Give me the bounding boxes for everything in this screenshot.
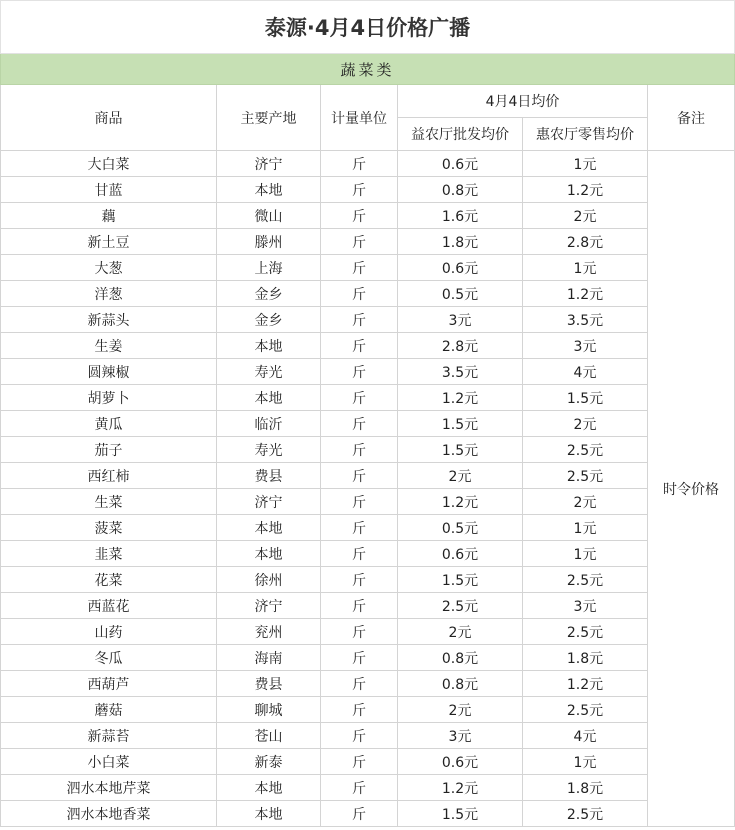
header-unit[interactable]: 计量单位	[321, 85, 398, 151]
table-row	[1, 359, 735, 385]
origin-cell[interactable]: 微山	[217, 203, 321, 229]
unit-cell[interactable]: 斤	[321, 177, 398, 203]
product-cell[interactable]: 泗水本地芹菜	[1, 775, 217, 801]
product-cell[interactable]: 小白菜	[1, 749, 217, 775]
product-cell[interactable]: 胡萝卜	[1, 385, 217, 411]
unit-cell[interactable]: 斤	[321, 697, 398, 723]
product-cell[interactable]: 菠菜	[1, 515, 217, 541]
product-cell[interactable]: 韭菜	[1, 541, 217, 567]
origin-cell[interactable]: 本地	[217, 801, 321, 827]
table-row	[1, 619, 735, 645]
product-cell[interactable]: 圆辣椒	[1, 359, 217, 385]
unit-cell[interactable]: 斤	[321, 333, 398, 359]
retail-price-cell[interactable]: 2元	[523, 489, 648, 515]
retail-price-cell[interactable]: 1元	[523, 749, 648, 775]
table-row	[1, 385, 735, 411]
table-row	[1, 723, 735, 749]
retail-price-cell[interactable]: 3元	[523, 333, 648, 359]
table-row	[1, 281, 735, 307]
product-cell[interactable]: 花菜	[1, 567, 217, 593]
retail-price-cell[interactable]: 2.5元	[523, 697, 648, 723]
origin-cell[interactable]: 本地	[217, 177, 321, 203]
origin-cell[interactable]: 寿光	[217, 437, 321, 463]
product-cell[interactable]: 大葱	[1, 255, 217, 281]
unit-cell[interactable]: 斤	[321, 541, 398, 567]
unit-cell[interactable]: 斤	[321, 593, 398, 619]
product-cell[interactable]: 西红柿	[1, 463, 217, 489]
unit-cell[interactable]: 斤	[321, 619, 398, 645]
wholesale-price-cell[interactable]: 2元	[398, 697, 523, 723]
retail-price-cell[interactable]: 1.2元	[523, 281, 648, 307]
header-retail[interactable]: 惠农厅零售均价	[523, 118, 648, 151]
product-cell[interactable]: 西蓝花	[1, 593, 217, 619]
product-cell[interactable]: 洋葱	[1, 281, 217, 307]
retail-price-cell[interactable]: 2.5元	[523, 437, 648, 463]
table-row	[1, 541, 735, 567]
retail-price-cell[interactable]: 4元	[523, 723, 648, 749]
retail-price-cell[interactable]: 2.5元	[523, 801, 648, 827]
unit-cell[interactable]: 斤	[321, 515, 398, 541]
retail-price-cell[interactable]: 1.8元	[523, 775, 648, 801]
origin-cell[interactable]: 寿光	[217, 359, 321, 385]
origin-cell[interactable]: 新泰	[217, 749, 321, 775]
table-row	[1, 775, 735, 801]
category-label: 蔬菜类	[1, 54, 735, 85]
table-row	[1, 177, 735, 203]
table-row	[1, 567, 735, 593]
category-row	[1, 54, 735, 85]
unit-cell[interactable]: 斤	[321, 255, 398, 281]
page-title: 泰源·4月4日价格广播	[1, 1, 735, 54]
origin-cell[interactable]: 临沂	[217, 411, 321, 437]
unit-cell[interactable]: 斤	[321, 229, 398, 255]
retail-price-cell[interactable]: 2.5元	[523, 463, 648, 489]
product-cell[interactable]: 黄瓜	[1, 411, 217, 437]
retail-price-cell[interactable]: 1.5元	[523, 385, 648, 411]
retail-price-cell[interactable]: 2.8元	[523, 229, 648, 255]
header-product[interactable]: 商品	[1, 85, 217, 151]
table-row	[1, 593, 735, 619]
origin-cell[interactable]: 上海	[217, 255, 321, 281]
product-cell[interactable]: 藕	[1, 203, 217, 229]
product-cell[interactable]: 生姜	[1, 333, 217, 359]
unit-cell[interactable]: 斤	[321, 359, 398, 385]
wholesale-price-cell[interactable]: 1.6元	[398, 203, 523, 229]
origin-cell[interactable]: 金乡	[217, 307, 321, 333]
wholesale-price-cell[interactable]: 0.6元	[398, 541, 523, 567]
origin-cell[interactable]: 济宁	[217, 489, 321, 515]
unit-cell[interactable]: 斤	[321, 671, 398, 697]
unit-cell[interactable]: 斤	[321, 437, 398, 463]
product-cell[interactable]: 新蒜头	[1, 307, 217, 333]
origin-cell[interactable]: 金乡	[217, 281, 321, 307]
product-cell[interactable]: 西葫芦	[1, 671, 217, 697]
product-cell[interactable]: 蘑菇	[1, 697, 217, 723]
table-row	[1, 333, 735, 359]
table-row	[1, 463, 735, 489]
product-cell[interactable]: 新土豆	[1, 229, 217, 255]
wholesale-price-cell[interactable]: 3元	[398, 307, 523, 333]
unit-cell[interactable]: 斤	[321, 307, 398, 333]
wholesale-price-cell[interactable]: 0.6元	[398, 749, 523, 775]
note-cell[interactable]: 时令价格	[648, 151, 735, 827]
origin-cell[interactable]: 聊城	[217, 697, 321, 723]
wholesale-price-cell[interactable]: 3.5元	[398, 359, 523, 385]
table-row	[1, 645, 735, 671]
wholesale-price-cell[interactable]: 3元	[398, 723, 523, 749]
unit-cell[interactable]: 斤	[321, 151, 398, 177]
unit-cell[interactable]: 斤	[321, 385, 398, 411]
origin-cell[interactable]: 济宁	[217, 593, 321, 619]
origin-cell[interactable]: 本地	[217, 515, 321, 541]
retail-price-cell[interactable]: 4元	[523, 359, 648, 385]
origin-cell[interactable]: 济宁	[217, 151, 321, 177]
unit-cell[interactable]: 斤	[321, 775, 398, 801]
wholesale-price-cell[interactable]: 0.6元	[398, 255, 523, 281]
wholesale-price-cell[interactable]: 0.5元	[398, 515, 523, 541]
origin-cell[interactable]: 本地	[217, 775, 321, 801]
wholesale-price-cell[interactable]: 0.8元	[398, 671, 523, 697]
product-cell[interactable]: 泗水本地香菜	[1, 801, 217, 827]
retail-price-cell[interactable]: 2.5元	[523, 567, 648, 593]
retail-price-cell[interactable]: 1.2元	[523, 177, 648, 203]
wholesale-price-cell[interactable]: 1.2元	[398, 385, 523, 411]
title-row	[1, 1, 735, 54]
origin-cell[interactable]: 徐州	[217, 567, 321, 593]
unit-cell[interactable]: 斤	[321, 411, 398, 437]
table-row	[1, 203, 735, 229]
table-row	[1, 307, 735, 333]
origin-cell[interactable]: 兖州	[217, 619, 321, 645]
table-row	[1, 801, 735, 827]
product-cell[interactable]: 茄子	[1, 437, 217, 463]
wholesale-price-cell[interactable]: 1.5元	[398, 437, 523, 463]
table-row	[1, 749, 735, 775]
table-row	[1, 437, 735, 463]
origin-cell[interactable]: 费县	[217, 463, 321, 489]
unit-cell[interactable]: 斤	[321, 203, 398, 229]
product-cell[interactable]: 甘蓝	[1, 177, 217, 203]
table-row	[1, 489, 735, 515]
wholesale-price-cell[interactable]: 0.6元	[398, 151, 523, 177]
wholesale-price-cell[interactable]: 0.8元	[398, 645, 523, 671]
retail-price-cell[interactable]: 1元	[523, 255, 648, 281]
wholesale-price-cell[interactable]: 1.5元	[398, 801, 523, 827]
origin-cell[interactable]: 本地	[217, 333, 321, 359]
wholesale-price-cell[interactable]: 1.2元	[398, 489, 523, 515]
wholesale-price-cell[interactable]: 0.8元	[398, 177, 523, 203]
retail-price-cell[interactable]: 1.8元	[523, 645, 648, 671]
header-avg-group[interactable]: 4月4日均价	[398, 85, 648, 118]
retail-price-cell[interactable]: 1元	[523, 541, 648, 567]
origin-cell[interactable]: 费县	[217, 671, 321, 697]
retail-price-cell[interactable]: 1元	[523, 515, 648, 541]
retail-price-cell[interactable]: 2.5元	[523, 619, 648, 645]
retail-price-cell[interactable]: 1元	[523, 151, 648, 177]
table-row	[1, 229, 735, 255]
header-origin[interactable]: 主要产地	[217, 85, 321, 151]
header-wholesale[interactable]: 益农厅批发均价	[398, 118, 523, 151]
table-row	[1, 697, 735, 723]
product-cell[interactable]: 大白菜	[1, 151, 217, 177]
wholesale-price-cell[interactable]: 1.5元	[398, 411, 523, 437]
retail-price-cell[interactable]: 2元	[523, 411, 648, 437]
origin-cell[interactable]: 滕州	[217, 229, 321, 255]
unit-cell[interactable]: 斤	[321, 723, 398, 749]
unit-cell[interactable]: 斤	[321, 801, 398, 827]
header-note[interactable]: 备注	[648, 85, 735, 151]
wholesale-price-cell[interactable]: 1.8元	[398, 229, 523, 255]
wholesale-price-cell[interactable]: 2.5元	[398, 593, 523, 619]
product-cell[interactable]: 新蒜苔	[1, 723, 217, 749]
retail-price-cell[interactable]: 2元	[523, 203, 648, 229]
table-row	[1, 255, 735, 281]
origin-cell[interactable]: 苍山	[217, 723, 321, 749]
origin-cell[interactable]: 本地	[217, 541, 321, 567]
wholesale-price-cell[interactable]: 1.2元	[398, 775, 523, 801]
origin-cell[interactable]: 海南	[217, 645, 321, 671]
retail-price-cell[interactable]: 3元	[523, 593, 648, 619]
table-row	[1, 515, 735, 541]
wholesale-price-cell[interactable]: 2元	[398, 463, 523, 489]
table-row	[1, 411, 735, 437]
header-row-1	[1, 85, 735, 118]
unit-cell[interactable]: 斤	[321, 645, 398, 671]
product-cell[interactable]: 生菜	[1, 489, 217, 515]
unit-cell[interactable]: 斤	[321, 463, 398, 489]
product-cell[interactable]: 冬瓜	[1, 645, 217, 671]
origin-cell[interactable]: 本地	[217, 385, 321, 411]
product-cell[interactable]: 山药	[1, 619, 217, 645]
wholesale-price-cell[interactable]: 0.5元	[398, 281, 523, 307]
wholesale-price-cell[interactable]: 2.8元	[398, 333, 523, 359]
unit-cell[interactable]: 斤	[321, 567, 398, 593]
unit-cell[interactable]: 斤	[321, 749, 398, 775]
wholesale-price-cell[interactable]: 1.5元	[398, 567, 523, 593]
wholesale-price-cell[interactable]: 2元	[398, 619, 523, 645]
retail-price-cell[interactable]: 1.2元	[523, 671, 648, 697]
table-row	[1, 671, 735, 697]
retail-price-cell[interactable]: 3.5元	[523, 307, 648, 333]
table-row	[1, 151, 735, 177]
unit-cell[interactable]: 斤	[321, 281, 398, 307]
unit-cell[interactable]: 斤	[321, 489, 398, 515]
